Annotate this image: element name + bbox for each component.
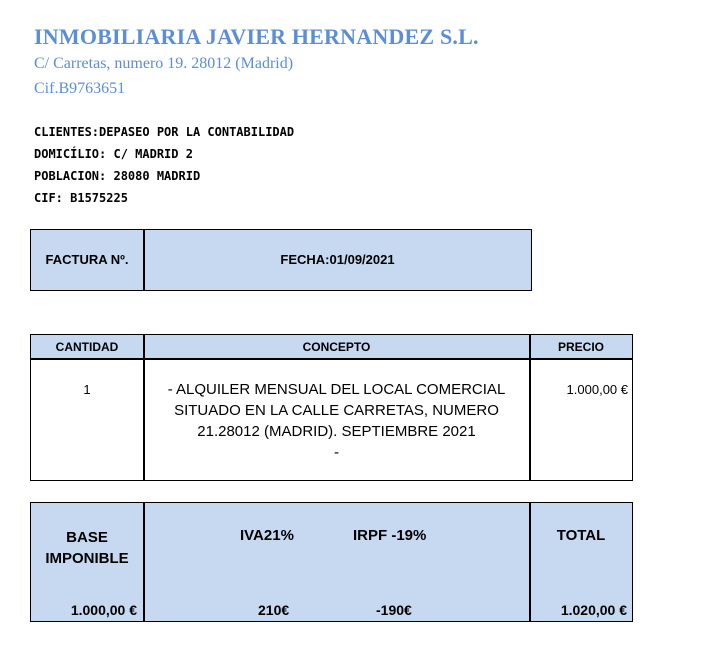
base-imponible-value: 1.000,00 € (70, 602, 137, 618)
base-imponible-label (31, 527, 143, 569)
base-label-line1: BASE (66, 529, 108, 546)
row-concept (144, 379, 529, 463)
row-concept-line: - ALQUILER MENSUAL DEL LOCAL COMERCIAL (167, 381, 506, 398)
row-concept-line: 21.28012 (MADRID). SEPTIEMBRE 2021 (197, 423, 476, 440)
iva-value: 210€ (258, 602, 290, 618)
column-header-concept: CONCEPTO (302, 340, 371, 354)
iva-label: IVA21% (240, 527, 294, 544)
base-label-line2: IMPONIBLE (45, 550, 129, 567)
company-name: INMOBILIARIA JAVIER HERNANDEZ S.L. (34, 24, 479, 49)
items-table (30, 334, 633, 481)
totals-table (30, 502, 633, 622)
irpf-value: -190€ (376, 602, 412, 618)
row-quantity: 1 (83, 382, 91, 397)
company-cif: Cif.B9763651 (34, 80, 126, 97)
client-name: CLIENTES:DEPASEO POR LA CONTABILIDAD (34, 125, 295, 139)
row-concept-line: SITUADO EN LA CALLE CARRETAS, NUMERO (174, 402, 499, 419)
client-population: POBLACION: 28080 MADRID (34, 169, 201, 183)
client-cif: CIF: B1575225 (34, 191, 128, 205)
invoice-date: FECHA:01/09/2021 (280, 252, 395, 267)
invoice-number-label: FACTURA Nº. (45, 252, 129, 267)
column-header-price: PRECIO (557, 340, 604, 354)
client-domicile: DOMICÍLIO: C/ MADRID 2 (34, 147, 193, 161)
column-header-quantity: CANTIDAD (55, 340, 119, 354)
row-price: 1.000,00 € (566, 382, 628, 397)
company-address: C/ Carretas, numero 19. 28012 (Madrid) (34, 55, 294, 72)
total-value: 1.020,00 € (560, 602, 627, 618)
row-concept-line: - (334, 444, 339, 461)
total-label: TOTAL (556, 527, 606, 544)
irpf-label: IRPF -19% (353, 527, 427, 544)
invoice-header-box (30, 229, 532, 291)
